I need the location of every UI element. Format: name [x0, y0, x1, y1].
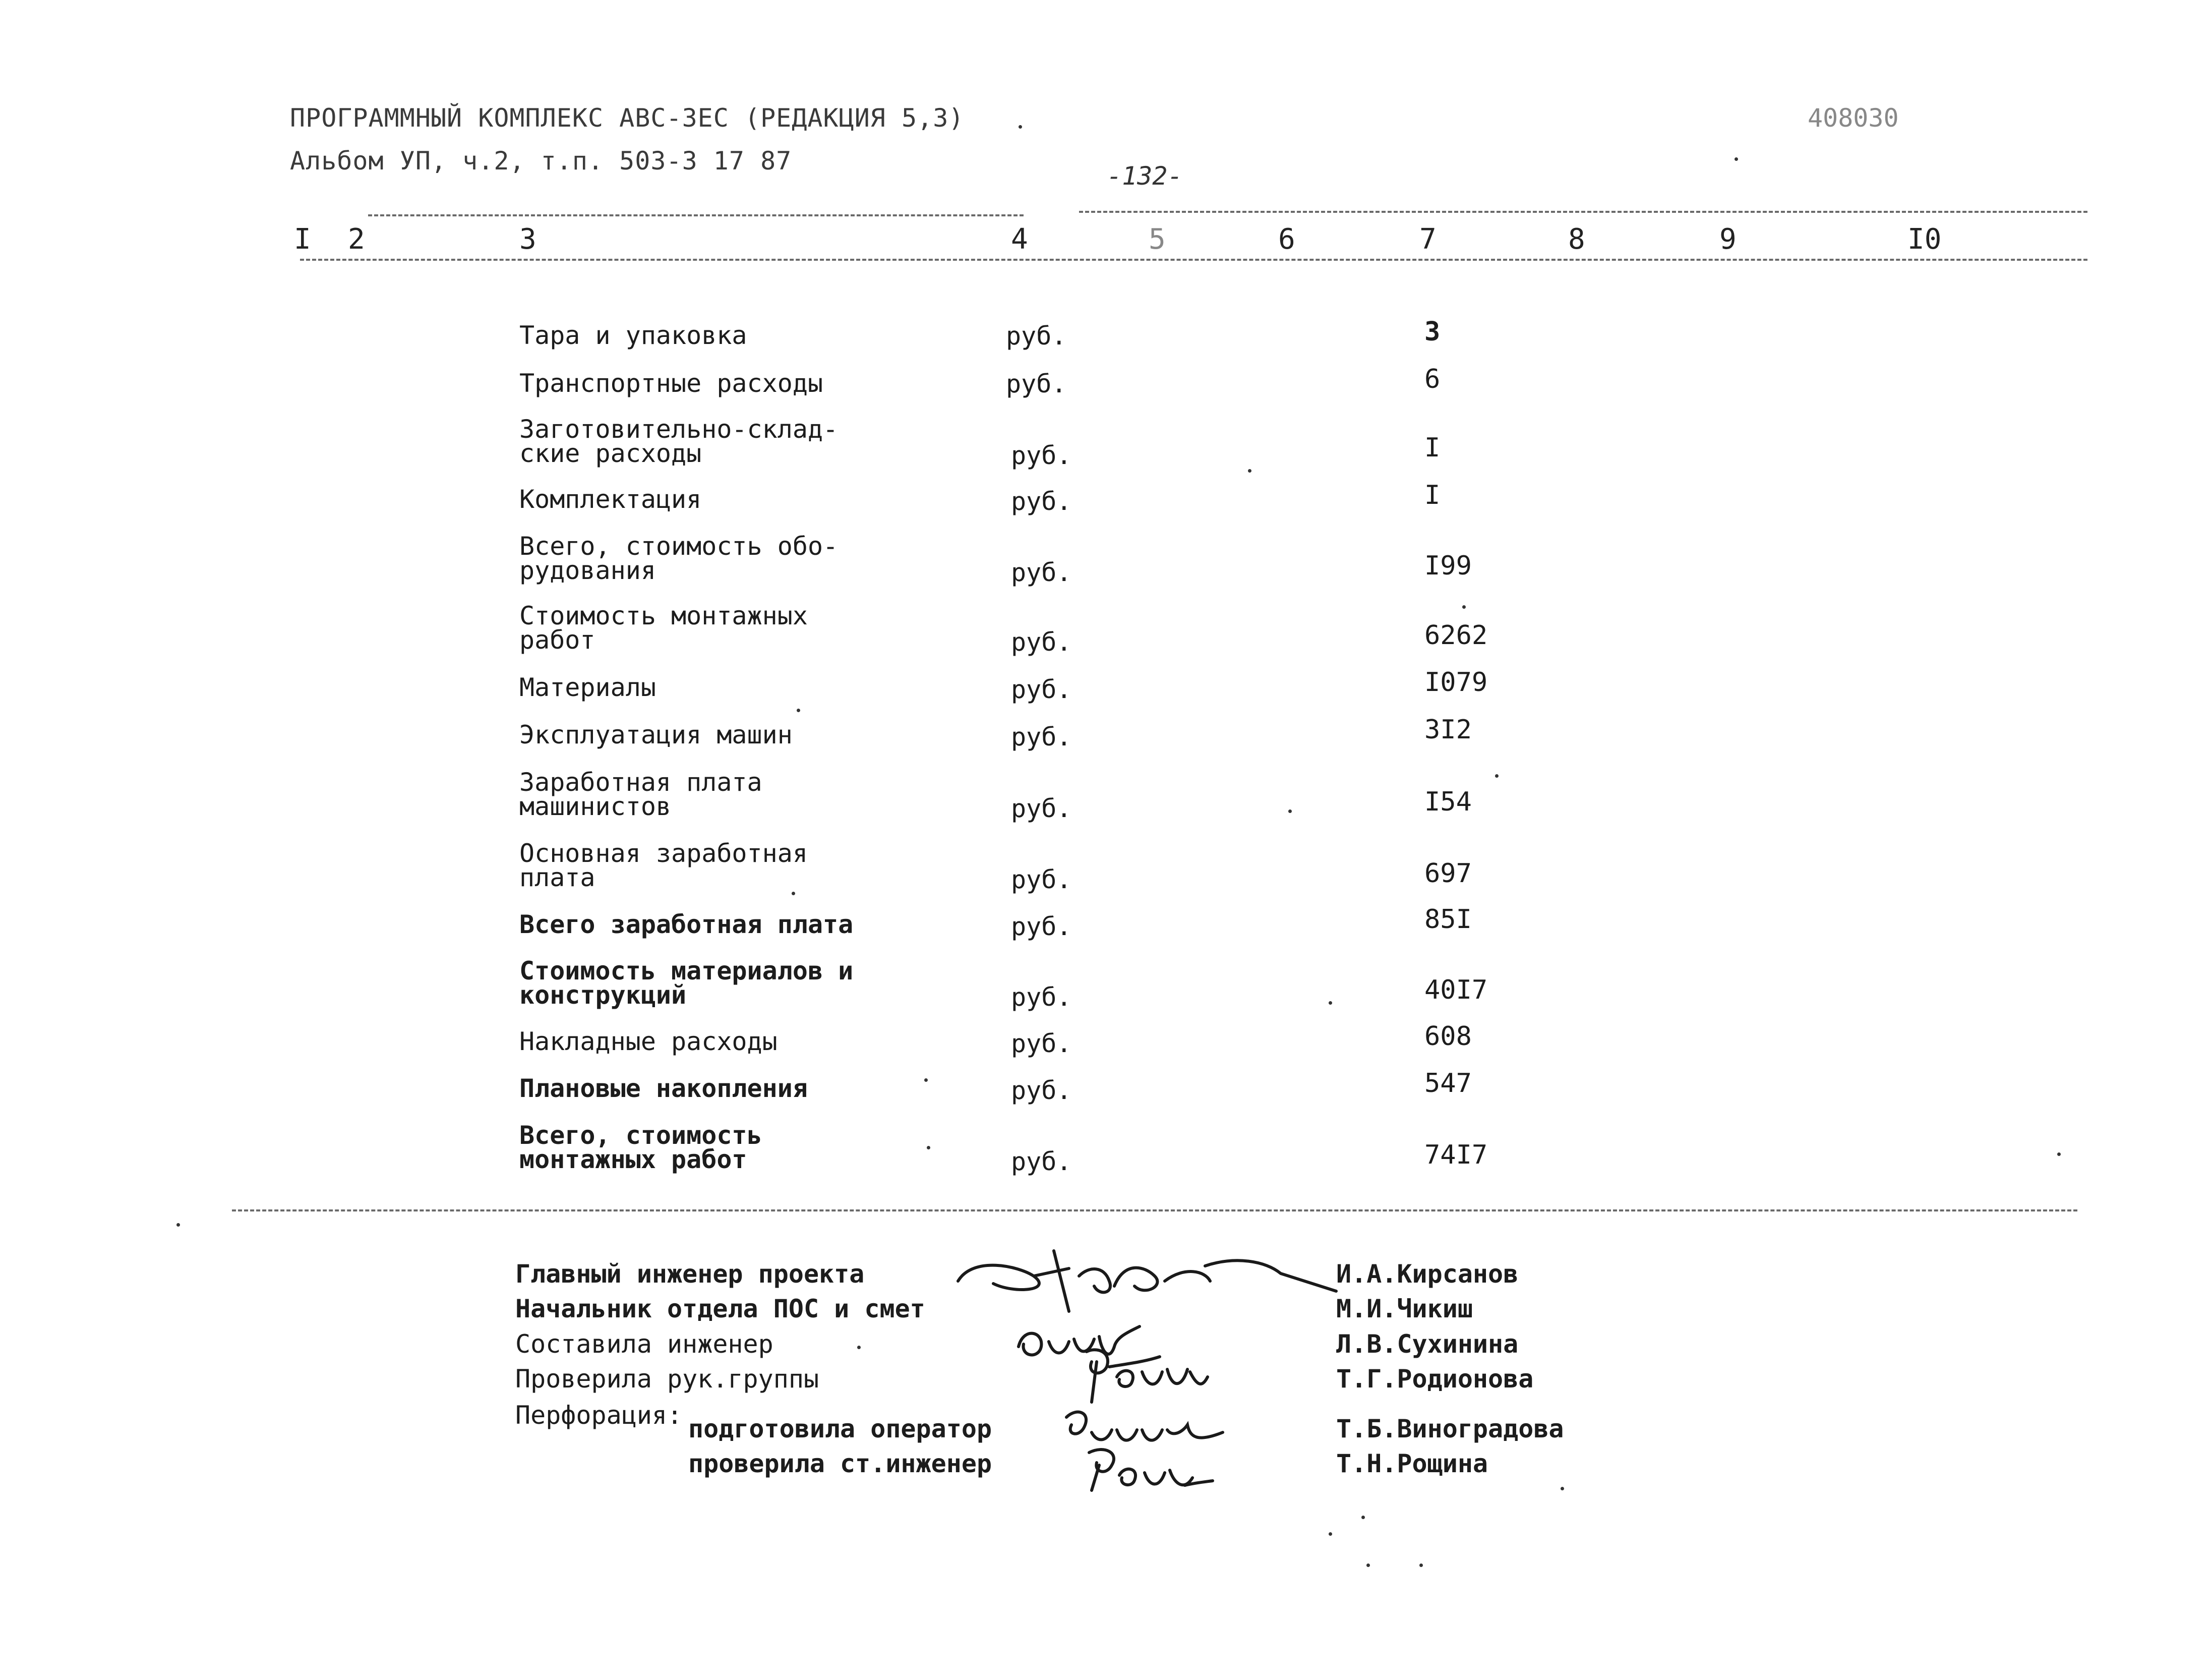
signature-role-compiled: Составила инженер — [515, 1329, 773, 1359]
row-unit: руб. — [1011, 1147, 1072, 1176]
column-number-7: 7 — [1419, 223, 1437, 256]
row-value: 3I2 — [1424, 715, 1472, 745]
row-label: Тара и упаковка — [519, 321, 747, 350]
row-unit: руб. — [1011, 794, 1072, 823]
row-value: I54 — [1424, 787, 1472, 817]
row-label: Основная заработная — [519, 839, 808, 868]
row-label: Комплектация — [519, 485, 702, 514]
signature-role-perf-operator: подготовила оператор — [688, 1414, 992, 1443]
row-value: 40I7 — [1424, 975, 1488, 1005]
row-value: 3 — [1424, 317, 1441, 347]
row-value: 6262 — [1424, 620, 1488, 651]
scan-speck — [1495, 774, 1499, 778]
scan-speck — [1561, 1487, 1564, 1490]
row-label: Плановые накопления — [519, 1074, 808, 1103]
row-value: I — [1424, 480, 1441, 510]
row-value: 6 — [1424, 364, 1441, 394]
row-label: Заготовительно-склад- — [519, 415, 839, 444]
row-label-continued: рудования — [519, 556, 656, 585]
perforation-label: Перфорация: — [515, 1401, 683, 1430]
header-program-title: ПРОГРАММНЫЙ КОМПЛЕКС АВС-3ЕС (РЕДАКЦИЯ 5,3) — [290, 103, 965, 133]
row-label-continued: машинистов — [519, 792, 672, 821]
header-album-info: Альбом УП, ч.2, т.п. 503-3 17 87 — [290, 146, 792, 176]
row-unit: руб. — [1011, 1076, 1072, 1105]
row-label: Всего заработная плата — [519, 910, 854, 939]
scan-speck — [792, 892, 795, 895]
scan-speck — [176, 1223, 180, 1227]
row-label: Материалы — [519, 673, 656, 702]
scan-speck — [924, 1078, 928, 1082]
row-value: 608 — [1424, 1021, 1472, 1052]
signature-name-dept-head: М.И.Чикиш — [1336, 1294, 1473, 1323]
row-label: Накладные расходы — [519, 1027, 778, 1056]
handwritten-signature-checked — [1082, 1342, 1213, 1407]
row-unit: руб. — [1011, 1029, 1072, 1058]
column-number-8: 8 — [1568, 223, 1585, 256]
scan-speck — [797, 709, 800, 712]
row-unit: руб. — [1006, 369, 1067, 398]
scan-speck — [1462, 605, 1466, 609]
row-label: Стоимость монтажных — [519, 601, 808, 630]
row-unit: руб. — [1011, 865, 1072, 894]
row-unit: руб. — [1011, 487, 1072, 516]
row-label-continued: конструкций — [519, 980, 687, 1010]
signature-role-checked: Проверила рук.группы — [515, 1364, 819, 1394]
scan-speck — [1366, 1564, 1370, 1567]
scan-speck — [2057, 1152, 2061, 1156]
row-label-continued: плата — [519, 863, 595, 892]
row-label-continued: ские расходы — [519, 439, 702, 468]
column-number-10: I0 — [1907, 223, 1942, 256]
scan-speck — [1735, 157, 1738, 161]
row-label: Всего, стоимость обо- — [519, 532, 839, 561]
row-value: 547 — [1424, 1068, 1472, 1098]
signature-role-dept-head: Начальник отдела ПОС и смет — [515, 1294, 925, 1323]
signature-role-chief-engineer: Главный инженер проекта — [515, 1259, 865, 1289]
row-unit: руб. — [1011, 912, 1072, 941]
row-value: 74I7 — [1424, 1140, 1488, 1170]
column-number-9: 9 — [1719, 223, 1737, 256]
row-unit: руб. — [1006, 321, 1067, 351]
column-number-4: 4 — [1011, 223, 1028, 256]
header-rule-top-left — [368, 214, 1024, 216]
header-rule-bottom — [300, 259, 2087, 261]
row-unit: руб. — [1011, 675, 1072, 704]
row-value: I079 — [1424, 667, 1488, 698]
scan-speck — [857, 1346, 861, 1349]
scan-speck — [1288, 809, 1292, 813]
scan-speck — [1419, 1564, 1423, 1567]
page-number: -132- — [1107, 161, 1183, 191]
row-label: Стоимость материалов и — [519, 956, 854, 986]
row-value: 85I — [1424, 904, 1472, 935]
column-number-1: I — [294, 223, 311, 256]
row-value: I99 — [1424, 551, 1472, 581]
scan-speck — [927, 1146, 930, 1149]
signature-role-perf-checker: проверила ст.инженер — [688, 1449, 992, 1478]
row-label-continued: работ — [519, 625, 595, 655]
scan-speck — [1019, 125, 1022, 129]
handwritten-signature-perf-checker — [1084, 1442, 1215, 1498]
signature-name-checked: Т.Г.Родионова — [1336, 1364, 1534, 1394]
document-number: 408030 — [1808, 103, 1899, 133]
header-rule-top — [1079, 211, 2087, 213]
signature-name-perf-operator: Т.Б.Виноградова — [1336, 1414, 1564, 1443]
row-label: Всего, стоимость — [519, 1121, 762, 1150]
scan-speck — [1329, 1532, 1332, 1536]
row-unit: руб. — [1011, 982, 1072, 1012]
column-number-6: 6 — [1278, 223, 1295, 256]
row-unit: руб. — [1011, 722, 1072, 751]
handwritten-signature-chief — [953, 1246, 1346, 1316]
signature-name-perf-checker: Т.Н.Рощина — [1336, 1449, 1488, 1478]
row-label: Транспортные расходы — [519, 369, 823, 398]
row-label-continued: монтажных работ — [519, 1145, 747, 1174]
row-value: I — [1424, 433, 1441, 463]
row-unit: руб. — [1011, 558, 1072, 587]
column-number-3: 3 — [519, 223, 536, 256]
signature-name-chief-engineer: И.А.Кирсанов — [1336, 1259, 1519, 1289]
signature-name-compiled: Л.В.Сухинина — [1336, 1329, 1519, 1359]
scan-speck — [1361, 1516, 1365, 1519]
row-label: Заработная плата — [519, 768, 762, 797]
scan-speck — [1329, 1001, 1332, 1005]
column-number-2: 2 — [348, 223, 365, 256]
row-unit: руб. — [1011, 441, 1072, 470]
row-label: Эксплуатация машин — [519, 720, 793, 749]
row-unit: руб. — [1011, 627, 1072, 657]
row-value: 697 — [1424, 858, 1472, 889]
scan-speck — [1248, 469, 1251, 473]
footer-rule — [232, 1209, 2077, 1211]
column-number-5: 5 — [1149, 223, 1166, 256]
